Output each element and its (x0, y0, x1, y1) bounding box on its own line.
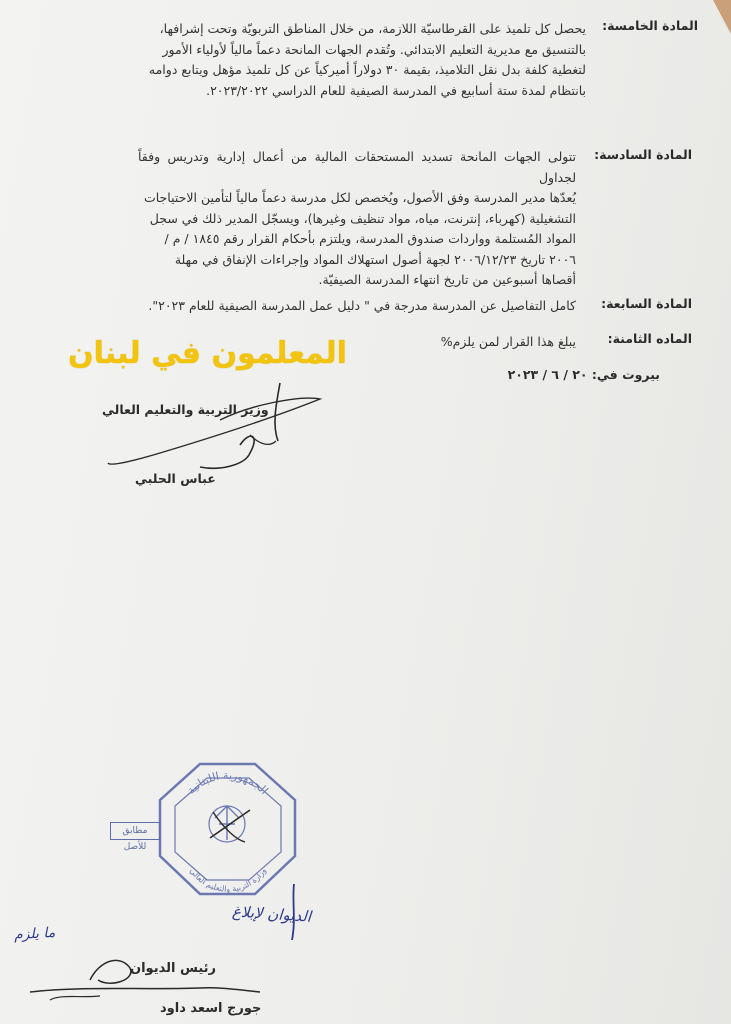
article-6-line: التشغيلية (كهرباء، إنترنت، مياه، مواد تنظيف وغيرها)، ويسجّل المدير ذلك في سجل (149, 210, 576, 226)
article-6-line: المواد المُستلمة وواردات صندوق المدرسة، ويلتزم بأحكام القرار رقم ١٨٤٥ / م / (164, 231, 576, 246)
handwritten-note-line1: الديوان لإبلاغ (231, 902, 312, 926)
chief-title: رئيس الديوان (130, 961, 217, 976)
watermark-text: المعلمون في لبنان (68, 336, 347, 371)
minister-name: عباس الحلبي (135, 471, 216, 486)
stamp-label: مطابق للأصل (110, 822, 160, 840)
article-6-label: المادة السادسة: (594, 147, 692, 162)
article-6-body (138, 147, 576, 291)
article-5-line: بالتنسيق مع مديرية التعليم الابتدائي. وتُقدم الجهات المانحة دعماً مالياً لأولياء الأمور (162, 41, 586, 57)
article-5-line: لتغطية كلفة بدل نقل التلاميذ، بقيمة ٣٠ دولاراً أميركياً عن كل تلميذ مؤهل ويتابع دوامه (148, 62, 586, 77)
stamp-ring-text: الجمهورية اللبنانية (184, 768, 271, 798)
article-6-line: ٢٠٠٦ تاريخ ٢٠٠٦/١٢/٢٣ لجهة أصول استهلاك المواد وإجراءات الإنفاق في مهلة (174, 251, 576, 267)
handwritten-note-line2: ما يلزم (13, 924, 56, 944)
article-7-body (110, 296, 576, 317)
official-stamp (155, 760, 300, 898)
article-5-label: المادة الخامسة: (602, 18, 698, 33)
article-8-line: يبلغ هذا القرار لمن يلزم% (440, 334, 576, 349)
article-8-label: الماده الثامنة: (607, 331, 692, 346)
minister-signature (100, 375, 330, 485)
article-5-line: بانتظام لمدة ستة أسابيع في المدرسة الصيفية للعام الدراسي ٢٠٢٣/٢٠٢٢. (206, 82, 586, 98)
stamp-inner-text: وزارة التربية والتعليم العالي (187, 866, 269, 894)
article-5-line: يحصل كل تلميذ على القرطاسيّة اللازمة، من خلال المناطق التربويّة وتحت إشرافها، (159, 21, 586, 36)
chief-name: جورج اسعد داود (160, 1001, 262, 1016)
article-6-line: يُعدّها مدير المدرسة وفق الأصول، ويُخصص لكل مدرسة دعماً مالياً لتأمين الاحتياجات (143, 190, 576, 205)
article-6-line: أقصاها أسبوعين من تاريخ انتهاء المدرسة الصيفيّة. (318, 272, 576, 287)
chief-signature (20, 940, 270, 1010)
svg-text:الجمهورية اللبنانية (185, 769, 271, 797)
minister-title: وزير التربية والتعليم العالي (102, 402, 269, 417)
article-7-label: المادة السابعة: (601, 296, 692, 311)
article-7-line: كامل التفاصيل عن المدرسة مدرجة في " دليل عمل المدرسة الصيفية للعام ٢٠٢٣". (148, 298, 576, 313)
date-line: بيروت في: ٢٠ / ٦ / ٢٠٢٣ (507, 367, 660, 382)
article-5-body (140, 19, 586, 101)
article-6-line: تتولى الجهات المانحة تسديد المستحقات المالية من أعمال إدارية وتدريس وفقاً لجداول (138, 149, 576, 185)
